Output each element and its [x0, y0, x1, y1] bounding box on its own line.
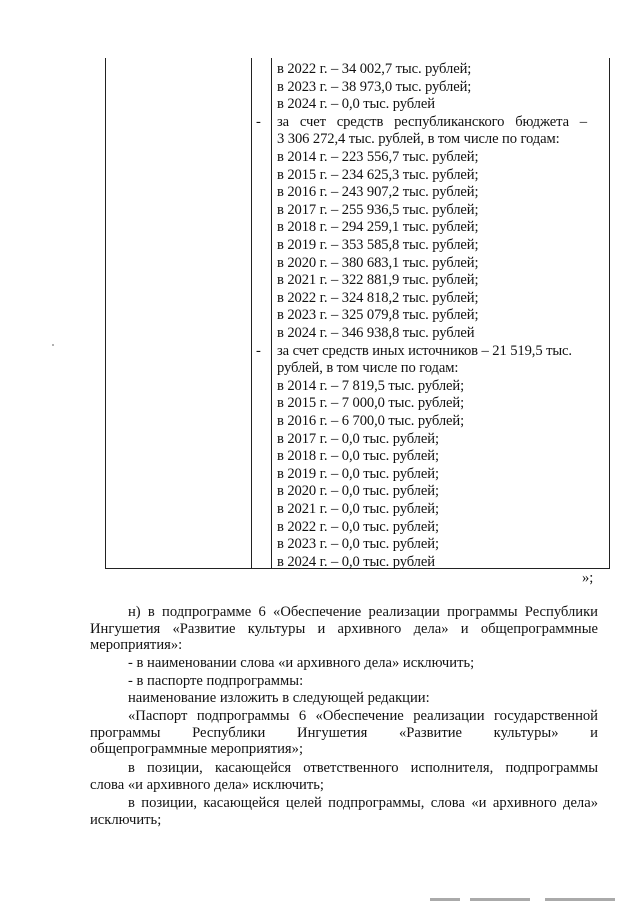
scan-edge-mark [470, 898, 530, 901]
bullet-dash: - [256, 342, 261, 359]
text-line: Ингушетия «Развитие культуры и архивного дела» и общепрограммные [90, 620, 598, 637]
table-cell-line: в 2022 г. – 0,0 тыс. рублей; [277, 518, 439, 535]
paragraph-new-name: наименование изложить в следующей редакции: [128, 690, 430, 706]
closing-quote: »; [582, 570, 594, 586]
table-cell-line: в 2022 г. – 324 818,2 тыс. рублей; [277, 289, 479, 306]
table-cell-line: в 2020 г. – 0,0 тыс. рублей; [277, 483, 439, 500]
text-line: программы Республики Ингушетия «Развитие культуры» и [90, 724, 598, 741]
table-cell-line: в 2015 г. – 234 625,3 тыс. рублей; [277, 166, 479, 183]
text-line: мероприятия»: [90, 637, 183, 653]
table-cell-line: 3 306 272,4 тыс. рублей, в том числе по годам: [277, 131, 560, 148]
table-cell-line: в 2022 г. – 34 002,7 тыс. рублей; [277, 61, 472, 77]
table-cell-line: в 2024 г. – 0,0 тыс. рублей [277, 96, 435, 113]
table-cell-line: в 2018 г. – 294 259,1 тыс. рублей; [277, 219, 479, 236]
text-line: общепрограммные мероприятия»; [90, 741, 303, 757]
paragraph-subprogram-6 [90, 604, 598, 654]
scan-edge-mark [545, 898, 615, 901]
text-line: слова «и архивного дела» исключить; [90, 776, 324, 793]
table-cell-line: в 2021 г. – 0,0 тыс. рублей; [277, 501, 439, 517]
table-cell-line: в 2015 г. – 7 000,0 тыс. рублей; [277, 395, 465, 412]
table-cell-line: за счет средств иных источников – 21 519,5 тыс. [277, 342, 572, 359]
paragraph-passport: - в паспорте подпрограммы: [128, 673, 304, 689]
table-cell-line: в 2023 г. – 0,0 тыс. рублей; [277, 536, 439, 553]
scan-edge-mark [430, 898, 460, 901]
table-cell-line: в 2018 г. – 0,0 тыс. рублей; [277, 448, 439, 465]
table-column-divider [271, 58, 272, 568]
table-cell-line: в 2024 г. – 346 938,8 тыс. рублей [277, 325, 475, 341]
text-line: н) в подпрограмме 6 «Обеспечение реализации программы Республики [128, 604, 598, 620]
table-cell-line: рублей, в том числе по годам: [277, 360, 459, 377]
table-cell-line: в 2020 г. – 380 683,1 тыс. рублей; [277, 254, 479, 271]
paragraph-goals [90, 795, 598, 828]
bullet-dash: - [256, 113, 261, 130]
table-column-divider [251, 58, 252, 568]
table-cell-line: в 2019 г. – 353 585,8 тыс. рублей; [277, 237, 479, 253]
paragraph-responsible-executor [90, 760, 598, 793]
paragraph-passport-title [90, 708, 598, 758]
table-cell-line: в 2016 г. – 6 700,0 тыс. рублей; [277, 413, 465, 429]
table-cell-line: в 2014 г. – 7 819,5 тыс. рублей; [277, 377, 465, 394]
table-cell-line: в 2017 г. – 255 936,5 тыс. рублей; [277, 201, 479, 218]
text-line: в позиции, касающейся ответственного исполнителя, подпрограммы [128, 760, 598, 776]
table-cell-line: в 2023 г. – 38 973,0 тыс. рублей; [277, 78, 472, 95]
paragraph-name-change: - в наименовании слова «и архивного дела» исключить; [128, 655, 475, 671]
table-cell-line: за счет средств республиканского бюджета – [277, 113, 587, 130]
table-cell-line: в 2019 г. – 0,0 тыс. рублей; [277, 465, 439, 482]
table-cell-line: в 2017 г. – 0,0 тыс. рублей; [277, 430, 439, 447]
text-line: «Паспорт подпрограммы 6 «Обеспечение реализации государственной [128, 708, 598, 724]
scan-speck [52, 344, 54, 346]
table-cell-line: в 2014 г. – 223 556,7 тыс. рублей; [277, 149, 479, 165]
table-cell-line: в 2016 г. – 243 907,2 тыс. рублей; [277, 184, 479, 201]
text-line: исключить; [90, 811, 162, 828]
table-cell-line: в 2023 г. – 325 079,8 тыс. рублей; [277, 307, 479, 324]
text-line: в позиции, касающейся целей подпрограммы, слова «и архивного дела» [128, 795, 598, 811]
table-cell-line: в 2024 г. – 0,0 тыс. рублей [277, 553, 435, 570]
table-cell-line: в 2021 г. – 322 881,9 тыс. рублей; [277, 272, 479, 289]
